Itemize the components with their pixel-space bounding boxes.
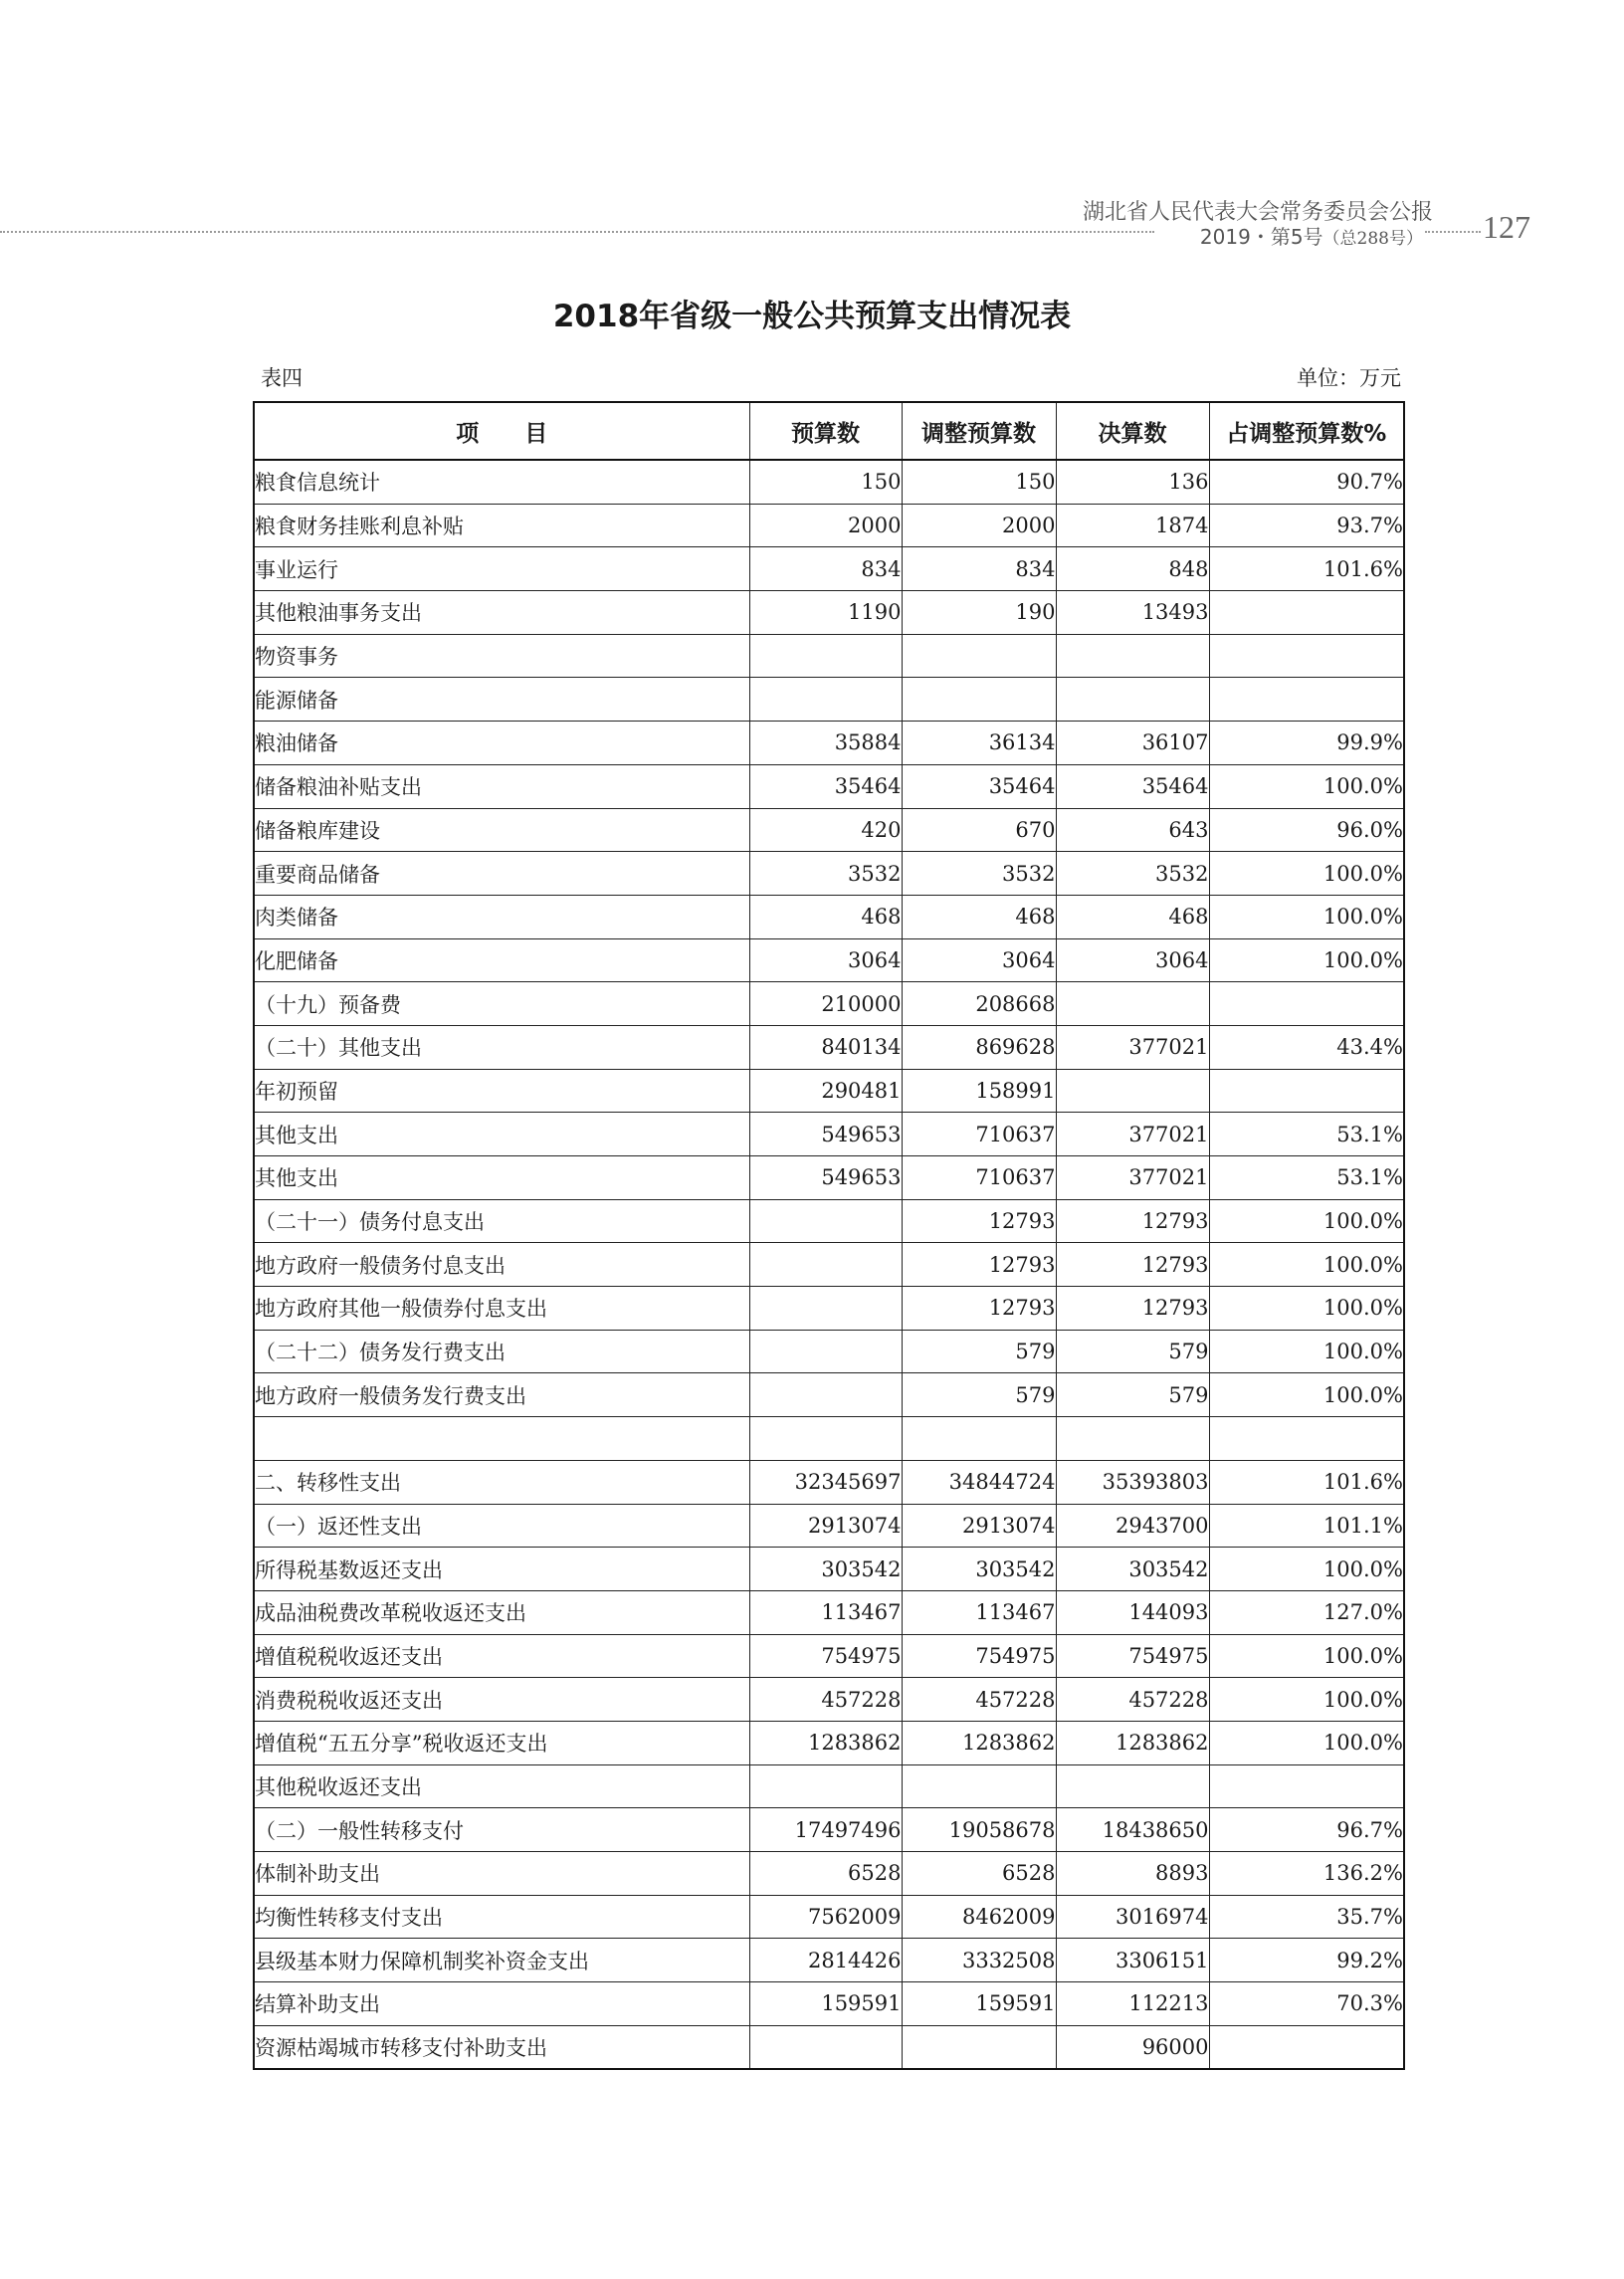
budget-cell: 159591	[749, 1982, 902, 2026]
item-name-cell: （二十二）债务发行费支出	[254, 1330, 749, 1373]
adjusted-budget-cell	[902, 678, 1056, 722]
final-account-cell: 457228	[1056, 1678, 1209, 1722]
budget-cell: 754975	[749, 1634, 902, 1678]
table-row	[254, 1460, 1404, 1504]
item-name-cell: 县级基本财力保障机制奖补资金支出	[254, 1939, 749, 1982]
final-account-cell	[1056, 634, 1209, 678]
final-account-cell: 35464	[1056, 764, 1209, 808]
table-row	[254, 1764, 1404, 1808]
column-header-adjusted-budget: 调整预算数	[902, 402, 1056, 460]
final-account-cell	[1056, 982, 1209, 1026]
adjusted-budget-cell: 12793	[902, 1199, 1056, 1243]
final-account-cell: 848	[1056, 547, 1209, 591]
item-name-cell: 其他粮油事务支出	[254, 591, 749, 635]
adjusted-budget-cell: 113467	[902, 1590, 1056, 1634]
adjusted-budget-cell: 1283862	[902, 1721, 1056, 1764]
percent-cell	[1209, 982, 1404, 1026]
adjusted-budget-cell: 12793	[902, 1243, 1056, 1287]
percent-cell: 53.1%	[1209, 1156, 1404, 1200]
adjusted-budget-cell: 12793	[902, 1287, 1056, 1331]
page-title: 2018年省级一般公共预算支出情况表	[552, 299, 1072, 334]
budget-cell: 834	[749, 547, 902, 591]
issue-line	[1035, 221, 1423, 250]
budget-cell: 3532	[749, 852, 902, 896]
final-account-cell: 96000	[1056, 2025, 1209, 2069]
adjusted-budget-cell: 3532	[902, 852, 1056, 896]
table-row	[254, 2025, 1404, 2069]
final-account-cell: 754975	[1056, 1634, 1209, 1678]
journal-name: 湖北省人民代表大会常务委员会公报	[1082, 200, 1433, 225]
budget-cell	[749, 1764, 902, 1808]
final-account-cell: 35393803	[1056, 1460, 1209, 1504]
budget-cell: 840134	[749, 1025, 902, 1069]
budget-cell	[749, 678, 902, 722]
item-name-cell: 地方政府一般债务付息支出	[254, 1243, 749, 1287]
item-name-cell: 粮油储备	[254, 722, 749, 765]
column-header-item: 项 目	[254, 402, 749, 460]
budget-cell	[749, 634, 902, 678]
adjusted-budget-cell: 3064	[902, 938, 1056, 982]
table-row	[254, 764, 1404, 808]
budget-cell: 7562009	[749, 1895, 902, 1939]
budget-cell: 1283862	[749, 1721, 902, 1764]
final-account-cell: 136	[1056, 460, 1209, 504]
item-name-cell: 其他税收返还支出	[254, 1764, 749, 1808]
column-header-percent: 占调整预算数%	[1209, 402, 1404, 460]
adjusted-budget-cell: 579	[902, 1330, 1056, 1373]
budget-cell: 290481	[749, 1069, 902, 1113]
budget-cell	[749, 1330, 902, 1373]
item-name-cell: 粮食信息统计	[254, 460, 749, 504]
table-row	[254, 1417, 1404, 1461]
budget-cell: 32345697	[749, 1460, 902, 1504]
table-row	[254, 1678, 1404, 1722]
item-name-cell: 增值税“五五分享”税收返还支出	[254, 1721, 749, 1764]
budget-cell	[749, 1199, 902, 1243]
adjusted-budget-cell: 35464	[902, 764, 1056, 808]
percent-cell: 100.0%	[1209, 938, 1404, 982]
final-account-cell: 18438650	[1056, 1808, 1209, 1852]
item-name-cell: 体制补助支出	[254, 1852, 749, 1896]
percent-cell: 101.6%	[1209, 1460, 1404, 1504]
item-name-cell: 资源枯竭城市转移支付补助支出	[254, 2025, 749, 2069]
final-account-cell: 12793	[1056, 1287, 1209, 1331]
column-header-budget: 预算数	[749, 402, 902, 460]
budget-cell: 150	[749, 460, 902, 504]
adjusted-budget-cell: 150	[902, 460, 1056, 504]
adjusted-budget-cell: 34844724	[902, 1460, 1056, 1504]
adjusted-budget-cell: 670	[902, 808, 1056, 852]
budget-cell: 210000	[749, 982, 902, 1026]
item-name-cell: （二十）其他支出	[254, 1025, 749, 1069]
final-account-cell	[1056, 1764, 1209, 1808]
percent-cell: 43.4%	[1209, 1025, 1404, 1069]
percent-cell: 127.0%	[1209, 1590, 1404, 1634]
page-number: 127	[1483, 209, 1530, 245]
adjusted-budget-cell: 869628	[902, 1025, 1056, 1069]
table-row	[254, 1939, 1404, 1982]
item-name-cell: 地方政府一般债务发行费支出	[254, 1373, 749, 1417]
percent-cell	[1209, 1764, 1404, 1808]
adjusted-budget-cell: 158991	[902, 1069, 1056, 1113]
percent-cell	[1209, 1417, 1404, 1461]
table-label: 表四	[261, 366, 303, 390]
budget-cell	[749, 1373, 902, 1417]
table-row	[254, 1113, 1404, 1156]
table-row	[254, 1895, 1404, 1939]
item-name-cell: 肉类储备	[254, 895, 749, 938]
percent-cell: 101.6%	[1209, 547, 1404, 591]
table-row	[254, 1808, 1404, 1852]
final-account-cell: 579	[1056, 1373, 1209, 1417]
percent-cell: 100.0%	[1209, 1199, 1404, 1243]
adjusted-budget-cell: 710637	[902, 1156, 1056, 1200]
item-name-cell: 二、转移性支出	[254, 1460, 749, 1504]
adjusted-budget-cell: 159591	[902, 1982, 1056, 2026]
percent-cell	[1209, 1069, 1404, 1113]
final-account-cell: 3064	[1056, 938, 1209, 982]
table-row	[254, 1330, 1404, 1373]
table-row	[254, 634, 1404, 678]
percent-cell: 100.0%	[1209, 895, 1404, 938]
table-row	[254, 982, 1404, 1026]
final-account-cell: 36107	[1056, 722, 1209, 765]
table-row	[254, 1287, 1404, 1331]
percent-cell: 100.0%	[1209, 1330, 1404, 1373]
adjusted-budget-cell: 754975	[902, 1634, 1056, 1678]
budget-cell: 35464	[749, 764, 902, 808]
adjusted-budget-cell: 36134	[902, 722, 1056, 765]
percent-cell: 93.7%	[1209, 504, 1404, 547]
table-row	[254, 678, 1404, 722]
item-name-cell: （十九）预备费	[254, 982, 749, 1026]
table-row	[254, 1504, 1404, 1548]
table-row	[254, 1982, 1404, 2026]
adjusted-budget-cell: 6528	[902, 1852, 1056, 1896]
table-row	[254, 722, 1404, 765]
final-account-cell: 3306151	[1056, 1939, 1209, 1982]
item-name-cell: 事业运行	[254, 547, 749, 591]
table-row	[254, 547, 1404, 591]
item-name-cell: 消费税税收返还支出	[254, 1678, 749, 1722]
column-header-final-account: 决算数	[1056, 402, 1209, 460]
item-name-cell: 能源储备	[254, 678, 749, 722]
budget-cell: 2913074	[749, 1504, 902, 1548]
budget-cell: 2000	[749, 504, 902, 547]
item-name-cell: （二）一般性转移支付	[254, 1808, 749, 1852]
percent-cell: 100.0%	[1209, 1548, 1404, 1591]
percent-cell: 100.0%	[1209, 1634, 1404, 1678]
item-name-cell: 粮食财务挂账利息补贴	[254, 504, 749, 547]
percent-cell: 99.9%	[1209, 722, 1404, 765]
final-account-cell: 13493	[1056, 591, 1209, 635]
adjusted-budget-cell: 190	[902, 591, 1056, 635]
table-row	[254, 504, 1404, 547]
budget-cell: 303542	[749, 1548, 902, 1591]
percent-cell: 90.7%	[1209, 460, 1404, 504]
adjusted-budget-cell	[902, 2025, 1056, 2069]
final-account-cell	[1056, 678, 1209, 722]
adjusted-budget-cell: 8462009	[902, 1895, 1056, 1939]
percent-cell: 99.2%	[1209, 1939, 1404, 1982]
adjusted-budget-cell	[902, 1417, 1056, 1461]
final-account-cell: 112213	[1056, 1982, 1209, 2026]
table-row	[254, 1069, 1404, 1113]
budget-cell: 457228	[749, 1678, 902, 1722]
item-name-cell: 物资事务	[254, 634, 749, 678]
budget-cell	[749, 2025, 902, 2069]
percent-cell: 100.0%	[1209, 1373, 1404, 1417]
percent-cell: 100.0%	[1209, 764, 1404, 808]
table-row	[254, 938, 1404, 982]
item-name-cell: 其他支出	[254, 1113, 749, 1156]
budget-cell: 17497496	[749, 1808, 902, 1852]
percent-cell: 136.2%	[1209, 1852, 1404, 1896]
item-name-cell: 其他支出	[254, 1156, 749, 1200]
final-account-cell: 3532	[1056, 852, 1209, 896]
table-row	[254, 1634, 1404, 1678]
adjusted-budget-cell	[902, 634, 1056, 678]
table-row	[254, 1243, 1404, 1287]
percent-cell: 96.7%	[1209, 1808, 1404, 1852]
percent-cell: 100.0%	[1209, 852, 1404, 896]
final-account-cell: 468	[1056, 895, 1209, 938]
final-account-cell: 377021	[1056, 1113, 1209, 1156]
table-row	[254, 1373, 1404, 1417]
table-header-row	[254, 402, 1404, 460]
adjusted-budget-cell: 710637	[902, 1113, 1056, 1156]
table-row	[254, 591, 1404, 635]
percent-cell: 96.0%	[1209, 808, 1404, 852]
budget-table	[253, 401, 1405, 2070]
header-dotted-rule	[0, 231, 1154, 233]
percent-cell: 100.0%	[1209, 1287, 1404, 1331]
item-name-cell: 年初预留	[254, 1069, 749, 1113]
percent-cell: 53.1%	[1209, 1113, 1404, 1156]
percent-cell: 35.7%	[1209, 1895, 1404, 1939]
final-account-cell	[1056, 1069, 1209, 1113]
item-name-cell: 均衡性转移支付支出	[254, 1895, 749, 1939]
budget-cell: 2814426	[749, 1939, 902, 1982]
final-account-cell: 643	[1056, 808, 1209, 852]
percent-cell	[1209, 2025, 1404, 2069]
table-row	[254, 1156, 1404, 1200]
budget-cell: 3064	[749, 938, 902, 982]
item-name-cell: 化肥储备	[254, 938, 749, 982]
item-name-cell: （二十一）债务付息支出	[254, 1199, 749, 1243]
budget-cell	[749, 1243, 902, 1287]
item-name-cell: 成品油税费改革税收返还支出	[254, 1590, 749, 1634]
percent-cell: 70.3%	[1209, 1982, 1404, 2026]
final-account-cell: 12793	[1056, 1199, 1209, 1243]
percent-cell	[1209, 678, 1404, 722]
budget-cell: 549653	[749, 1113, 902, 1156]
budget-cell	[749, 1287, 902, 1331]
adjusted-budget-cell: 2913074	[902, 1504, 1056, 1548]
final-account-cell: 579	[1056, 1330, 1209, 1373]
final-account-cell: 2943700	[1056, 1504, 1209, 1548]
budget-cell	[749, 1417, 902, 1461]
percent-cell: 100.0%	[1209, 1678, 1404, 1722]
issue-total: （总288号）	[1322, 229, 1423, 249]
table-row	[254, 1590, 1404, 1634]
final-account-cell: 1874	[1056, 504, 1209, 547]
adjusted-budget-cell: 2000	[902, 504, 1056, 547]
percent-cell: 100.0%	[1209, 1243, 1404, 1287]
final-account-cell: 144093	[1056, 1590, 1209, 1634]
final-account-cell: 3016974	[1056, 1895, 1209, 1939]
table-row	[254, 1025, 1404, 1069]
table-row	[254, 1721, 1404, 1764]
table-row	[254, 852, 1404, 896]
item-name-cell: 结算补助支出	[254, 1982, 749, 2026]
adjusted-budget-cell: 579	[902, 1373, 1056, 1417]
item-name-cell: 增值税税收返还支出	[254, 1634, 749, 1678]
final-account-cell: 1283862	[1056, 1721, 1209, 1764]
item-name-cell: 储备粮库建设	[254, 808, 749, 852]
item-name-cell	[254, 1417, 749, 1461]
unit-label: 单位：万元	[1297, 366, 1401, 390]
final-account-cell: 12793	[1056, 1243, 1209, 1287]
table-body	[254, 460, 1404, 2069]
item-name-cell: 储备粮油补贴支出	[254, 764, 749, 808]
budget-cell: 1190	[749, 591, 902, 635]
budget-cell: 6528	[749, 1852, 902, 1896]
table-row	[254, 1852, 1404, 1896]
budget-cell: 113467	[749, 1590, 902, 1634]
table-row	[254, 1199, 1404, 1243]
final-account-cell: 8893	[1056, 1852, 1209, 1896]
table-row	[254, 460, 1404, 504]
percent-cell: 100.0%	[1209, 1721, 1404, 1764]
adjusted-budget-cell	[902, 1764, 1056, 1808]
budget-cell: 35884	[749, 722, 902, 765]
budget-cell: 468	[749, 895, 902, 938]
item-name-cell: 重要商品储备	[254, 852, 749, 896]
final-account-cell: 303542	[1056, 1548, 1209, 1591]
final-account-cell: 377021	[1056, 1156, 1209, 1200]
table-row	[254, 1548, 1404, 1591]
budget-cell: 549653	[749, 1156, 902, 1200]
table-row	[254, 808, 1404, 852]
percent-cell	[1209, 634, 1404, 678]
header-dotted-rule-right	[1425, 231, 1481, 233]
item-name-cell: （一）返还性支出	[254, 1504, 749, 1548]
adjusted-budget-cell: 468	[902, 895, 1056, 938]
item-name-cell: 地方政府其他一般债券付息支出	[254, 1287, 749, 1331]
adjusted-budget-cell: 457228	[902, 1678, 1056, 1722]
issue-number: 2019・第5号	[1199, 225, 1323, 249]
adjusted-budget-cell: 208668	[902, 982, 1056, 1026]
final-account-cell: 377021	[1056, 1025, 1209, 1069]
percent-cell	[1209, 591, 1404, 635]
final-account-cell	[1056, 1417, 1209, 1461]
table-row	[254, 895, 1404, 938]
adjusted-budget-cell: 834	[902, 547, 1056, 591]
item-name-cell: 所得税基数返还支出	[254, 1548, 749, 1591]
adjusted-budget-cell: 3332508	[902, 1939, 1056, 1982]
budget-cell: 420	[749, 808, 902, 852]
adjusted-budget-cell: 303542	[902, 1548, 1056, 1591]
adjusted-budget-cell: 19058678	[902, 1808, 1056, 1852]
percent-cell: 101.1%	[1209, 1504, 1404, 1548]
